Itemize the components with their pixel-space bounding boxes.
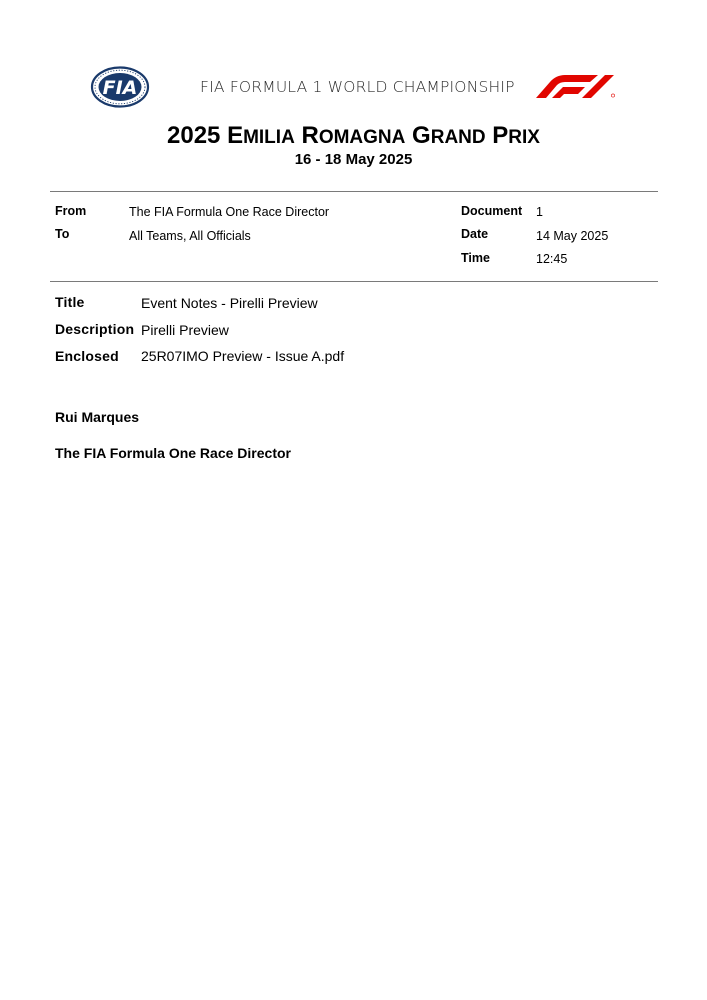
from-label: From — [55, 204, 87, 218]
document-value: 1 — [536, 205, 543, 219]
event-title — [0, 122, 707, 150]
description-value: Pirelli Preview — [141, 322, 229, 338]
from-value: The FIA Formula One Race Director — [129, 205, 330, 219]
event-title-word-1 — [227, 122, 295, 149]
event-title-word-4-initial: P — [492, 122, 509, 149]
event-title-word-3 — [412, 122, 486, 149]
signatory-role: The FIA Formula One Race Director — [55, 445, 291, 461]
fia-logo-icon — [90, 66, 150, 108]
enclosed-attachment-link[interactable]: 25R07IMO Preview - Issue A.pdf — [141, 348, 345, 364]
to-label: To — [55, 227, 70, 241]
event-title-word-3-rest: RAND — [430, 127, 486, 148]
fia-logo-text: FIA — [102, 77, 138, 99]
description-label: Description — [55, 321, 135, 337]
event-title-word-3-initial: G — [412, 122, 431, 149]
document-label: Document — [461, 204, 523, 218]
event-title-word-1-rest: MILIA — [243, 127, 295, 148]
event-title-word-2 — [301, 122, 405, 149]
event-title-word-4 — [492, 122, 540, 149]
title-value: Event Notes - Pirelli Preview — [141, 295, 318, 311]
event-title-word-2-initial: R — [301, 122, 319, 149]
event-title-word-4-rest: RIX — [508, 127, 540, 148]
time-value: 12:45 — [536, 252, 568, 266]
event-title-word-1-initial: E — [227, 122, 244, 149]
title-label: Title — [55, 294, 85, 310]
date-value: 14 May 2025 — [536, 229, 609, 243]
top-divider — [50, 191, 658, 192]
championship-title: FIA FORMULA 1 WORLD CHAMPIONSHIP — [200, 78, 515, 96]
signatory-name: Rui Marques — [55, 409, 140, 425]
to-value: All Teams, All Officials — [129, 229, 251, 243]
bottom-divider — [50, 281, 658, 282]
f1-logo-icon — [530, 74, 616, 98]
time-label: Time — [461, 251, 490, 265]
date-label: Date — [461, 227, 489, 241]
event-title-word-2-rest: OMAGNA — [318, 127, 406, 148]
enclosed-label: Enclosed — [55, 348, 119, 364]
event-title-year: 2025 — [167, 122, 221, 149]
event-dates: 16 - 18 May 2025 — [294, 151, 413, 168]
